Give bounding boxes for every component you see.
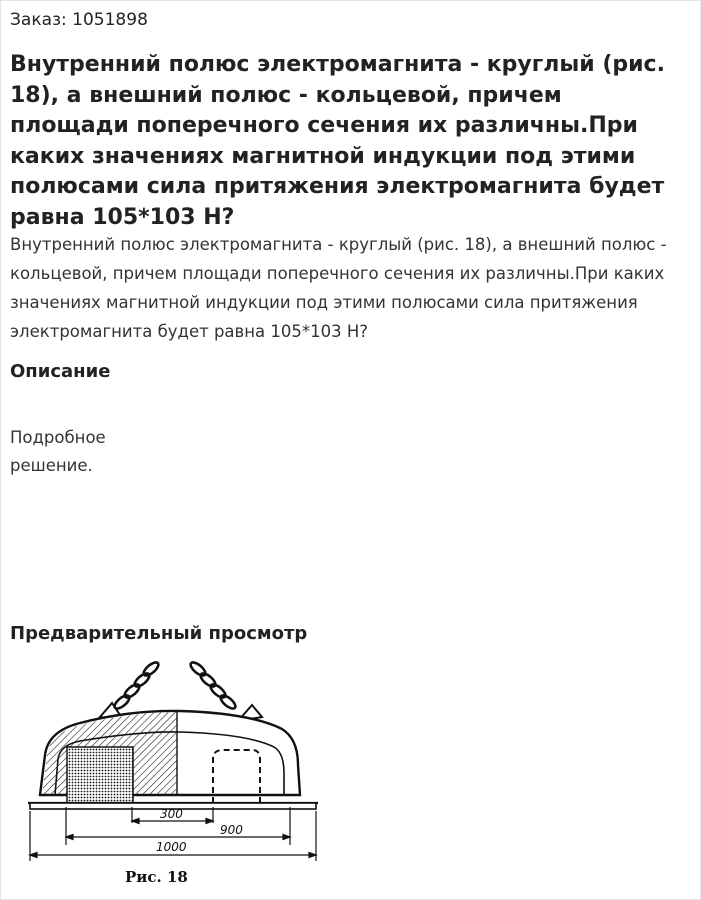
figure-caption: Рис. 18 [125, 868, 188, 886]
description-text: Подробное решение. [10, 428, 106, 475]
chain-right [189, 660, 238, 711]
electromagnet-figure [20, 655, 330, 895]
dimension-900: 900 [220, 823, 243, 837]
dimension-1000: 1000 [156, 840, 187, 854]
description-heading: Описание [10, 361, 111, 382]
chain-left [113, 660, 161, 711]
order-number: Заказ: 1051898 [10, 10, 148, 30]
task-text: Внутренний полюс электромагнита - круглый (рис. 18), а внешний полюс - кольцевой, причем площади поперечного сечения их различны.При каких значениях магнитной индукции под этими полюсами сила притяжения электромагнита будет равна 105*103 Н? [10, 235, 667, 341]
page-title: Внутренний полюс электромагнита - круглый (рис. 18), а внешний полюс - кольцевой, причем площади поперечного сечения их различны.При каких значениях магнитной индукции под этими полюсами сила притяжения электромагнита будет равна 105*103 Н? [10, 52, 665, 230]
preview-heading: Предварительный просмотр [10, 623, 308, 644]
dimension-300: 300 [160, 807, 183, 821]
inner-pole-section [67, 747, 133, 803]
